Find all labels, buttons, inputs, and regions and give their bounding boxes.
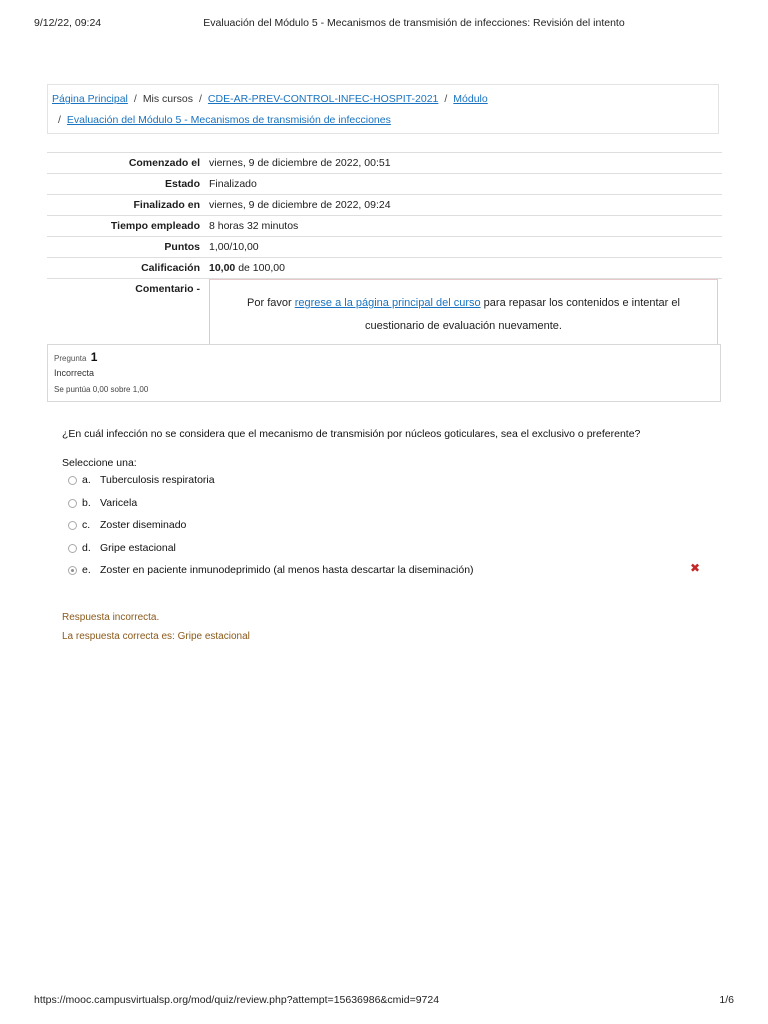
feedback-box — [209, 279, 718, 345]
question-number: 1 — [90, 350, 98, 364]
answer-text: Zoster diseminado — [100, 519, 187, 531]
print-url: https://mooc.campusvirtualsp.org/mod/quiz/review.php?attempt=15636986&cmid=9724 — [34, 994, 440, 1006]
answer-letter: c. — [82, 519, 91, 531]
breadcrumb — [47, 84, 719, 134]
summary-value — [205, 279, 722, 352]
summary-value: viernes, 9 de diciembre de 2022, 00:51 — [209, 157, 391, 169]
print-footer — [34, 994, 734, 1008]
print-page-number: 1/6 — [719, 994, 734, 1006]
breadcrumb-course-link[interactable]: CDE-AR-PREV-CONTROL-INFEC-HOSPIT-2021 — [207, 93, 439, 105]
summary-value: 1,00/10,00 — [209, 241, 259, 253]
summary-label: Comentario - — [135, 283, 200, 295]
answer-letter: d. — [82, 541, 91, 554]
breadcrumb-separator: / — [133, 93, 137, 105]
radio-button-selected[interactable] — [68, 566, 77, 575]
summary-row-time — [47, 216, 722, 237]
print-title: Evaluación del Módulo 5 - Mecanismos de transmisión de infecciones: Revisión del intento — [203, 17, 625, 29]
print-header — [34, 17, 734, 31]
radio-button[interactable] — [68, 476, 77, 485]
answer-text: Zoster en paciente inmunodeprimido (al menos hasta descartar la diseminación) — [100, 564, 474, 576]
question-label — [54, 350, 97, 364]
radio-button[interactable] — [68, 544, 77, 553]
course-home-link[interactable]: regrese a la página principal del curso — [294, 297, 481, 309]
summary-row-points — [47, 237, 722, 258]
feedback-text: para repasar los contenidos e intentar el cuestionario de evaluación nuevamente. — [365, 297, 680, 332]
breadcrumb-row — [58, 114, 391, 126]
answer-option-e[interactable] — [66, 562, 706, 585]
summary-row-grade — [47, 258, 722, 279]
answer-letter: a. — [82, 474, 91, 486]
question-state: Incorrecta — [54, 368, 95, 378]
grade-value: 10,00 — [209, 262, 236, 274]
summary-label: Puntos — [164, 241, 200, 253]
answer-text: Tuberculosis respiratoria — [100, 474, 215, 486]
summary-label: Comenzado el — [128, 157, 200, 169]
question-text: ¿En cuál infección no se considera que el mecanismo de transmisión por núcleos goticulares, sea el exclusivo o preferente? — [62, 428, 641, 440]
incorrect-icon: ✖ — [690, 561, 701, 575]
outcome-text: Respuesta incorrecta. — [62, 612, 160, 623]
answer-list — [66, 472, 706, 585]
summary-label: Tiempo empleado — [110, 220, 200, 232]
grade-total: de 100,00 — [235, 262, 285, 274]
summary-row-state — [47, 174, 722, 195]
summary-label: Finalizado en — [133, 199, 200, 211]
answer-option-d[interactable] — [66, 540, 706, 563]
breadcrumb-separator: / — [444, 93, 448, 105]
question-grade: Se puntúa 0,00 sobre 1,00 — [54, 385, 149, 394]
breadcrumb-my-courses: Mis cursos — [142, 93, 193, 105]
summary-row-started — [47, 153, 722, 174]
breadcrumb-home-link[interactable]: Página Principal — [52, 93, 128, 105]
answer-option-b[interactable] — [66, 495, 706, 518]
select-prompt: Seleccione una: — [62, 457, 137, 469]
summary-row-finished — [47, 195, 722, 216]
radio-button[interactable] — [68, 499, 77, 508]
answer-letter: e. — [82, 564, 91, 576]
breadcrumb-row — [52, 93, 488, 105]
radio-button[interactable] — [68, 521, 77, 530]
summary-label: Estado — [164, 178, 200, 190]
feedback-text: Por favor — [247, 297, 295, 309]
summary-label: Calificación — [141, 262, 200, 274]
answer-option-a[interactable] — [66, 472, 706, 495]
question-label-text: Pregunta — [54, 354, 87, 363]
summary-value: viernes, 9 de diciembre de 2022, 09:24 — [209, 199, 391, 211]
breadcrumb-separator: / — [199, 93, 202, 105]
summary-row-comment — [47, 279, 722, 352]
answer-option-c[interactable] — [66, 517, 706, 540]
breadcrumb-module-link[interactable]: Módulo — [453, 93, 488, 105]
summary-value: 8 horas 32 minutos — [209, 220, 299, 232]
summary-value: Finalizado — [209, 178, 257, 190]
question-info-box — [47, 344, 721, 402]
answer-text: Gripe estacional — [100, 541, 176, 554]
breadcrumb-separator: / — [58, 114, 61, 126]
breadcrumb-current-link[interactable]: Evaluación del Módulo 5 - Mecanismos de transmisión de infecciones — [66, 114, 391, 126]
attempt-summary-table — [47, 152, 722, 351]
print-date: 9/12/22, 09:24 — [34, 17, 102, 29]
summary-value — [205, 258, 722, 279]
answer-text: Varicela — [100, 496, 138, 509]
correct-answer-text: La respuesta correcta es: Gripe estacional — [62, 631, 250, 642]
answer-letter: b. — [82, 496, 91, 509]
